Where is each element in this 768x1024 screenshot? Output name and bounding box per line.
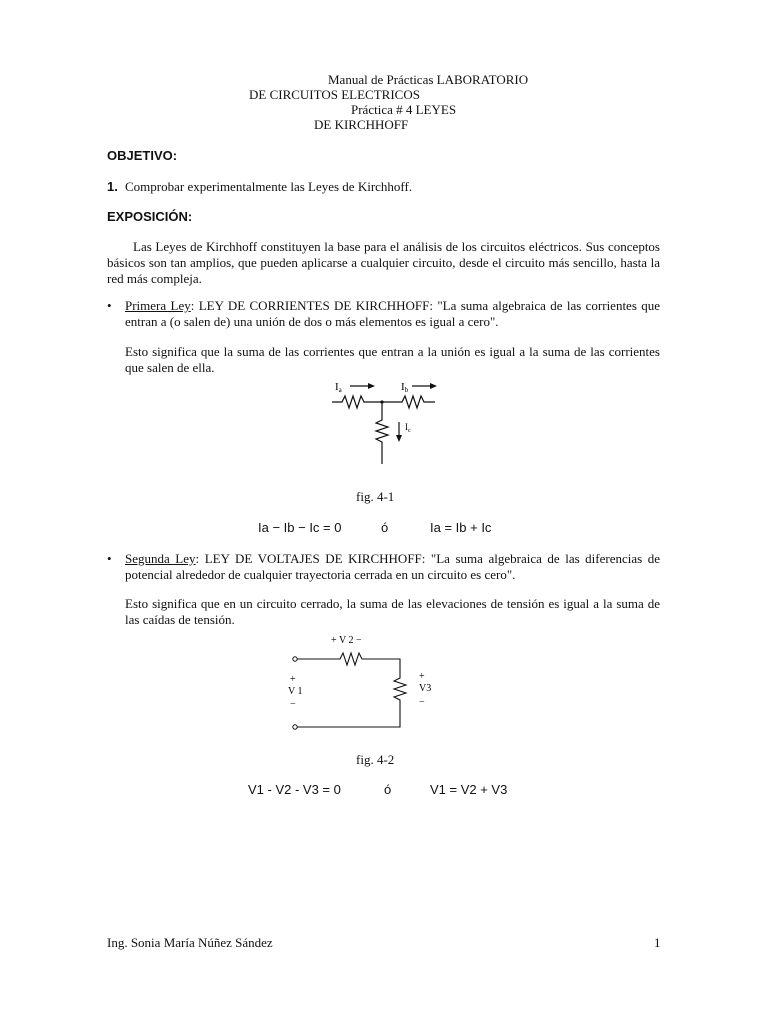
footer-page-number: 1	[654, 935, 661, 950]
arrow-c-icon	[396, 435, 402, 442]
label-ib: Ib	[401, 381, 409, 394]
ley2-text: LEY DE VOLTAJES DE KIRCHHOFF: "La suma algebraica de las diferencias de potencial alrededor de cualquier trayectoria cerrada en un circuito es cero".	[125, 551, 661, 582]
objetivo-text: Comprobar experimentalmente las Leyes de Kirchhoff.	[125, 179, 413, 194]
label-v1-plus: +	[290, 674, 296, 685]
ley2-equation-left: V1 - V2 - V3 = 0	[248, 782, 341, 797]
ley1-text: LEY DE CORRIENTES DE KIRCHHOFF: "La suma algebraica de las corrientes que entran a (o salen de) una unión de dos o más elementos es igual a cero".	[125, 298, 661, 329]
ley1-colon: :	[190, 298, 195, 313]
ley1-bullet: •	[107, 298, 112, 313]
objetivo-heading: OBJETIVO:	[107, 148, 178, 163]
ley2-equation-or: ó	[384, 782, 392, 797]
loop-wire	[297, 653, 406, 727]
label-ia: Ia	[335, 381, 342, 394]
resistor-b	[382, 396, 435, 408]
ley1-equation-left: Ia − Ib − Ic = 0	[258, 520, 342, 535]
label-v2: + V 2 −	[331, 635, 362, 646]
header-line-3: Práctica # 4 LEYES	[351, 102, 457, 117]
label-v3-plus: +	[419, 671, 425, 682]
header-line-1: Manual de Prácticas LABORATORIO	[328, 72, 529, 87]
ley2-equation-right: V1 = V2 + V3	[430, 782, 508, 797]
fig-4-2-caption: fig. 4-2	[356, 752, 395, 767]
resistor-c	[376, 402, 388, 464]
header-line-2: DE CIRCUITOS ELECTRICOS	[249, 87, 420, 102]
ley2-paragraph	[125, 551, 660, 583]
label-v1-minus: −	[290, 699, 296, 710]
arrow-a-icon	[368, 383, 375, 389]
terminal-top	[293, 657, 297, 661]
ley2-bullet: •	[107, 551, 112, 566]
ley1-paragraph	[125, 298, 660, 330]
ley1-explanation: Esto significa que la suma de las corrientes que entran a la unión es igual a la suma de las corrientes que salen de ella.	[125, 344, 660, 375]
fig-4-1-caption: fig. 4-1	[356, 489, 395, 504]
ley2-explanation: Esto significa que en un circuito cerrado, la suma de las elevaciones de tensión es igual a la suma de las caídas de tensión.	[125, 596, 660, 627]
objetivo-number: 1.	[107, 179, 118, 194]
figure-4-1-circuit	[320, 372, 450, 472]
label-v1: V 1	[288, 686, 303, 697]
terminal-bottom	[293, 725, 297, 729]
label-v3: V3	[419, 683, 432, 694]
footer-author: Ing. Sonia María Núñez Sández	[107, 935, 273, 950]
ley2-label: Segunda Ley	[125, 551, 196, 566]
ley1-label: Primera Ley	[125, 298, 191, 313]
resistor-a	[332, 396, 382, 408]
ley1-equation-right: Ia = Ib + Ic	[430, 520, 492, 535]
label-v3-minus: −	[419, 697, 425, 708]
figure-4-2-circuit	[280, 628, 440, 738]
label-ic: $I_c$	[405, 422, 411, 434]
header-line-4: DE KIRCHHOFF	[314, 117, 409, 132]
ley2-colon: :	[195, 551, 200, 566]
arrow-b-icon	[430, 383, 437, 389]
ley1-equation-or: ó	[381, 520, 389, 535]
exposicion-intro: Las Leyes de Kirchhoff constituyen la base para el análisis de los circuitos eléctricos. Sus conceptos básicos son tan amplios, que pueden aplicarse a cualquier circuito, desde el circuito más sencillo, hasta la red más compleja.	[107, 239, 660, 286]
exposicion-heading: EXPOSICIÓN:	[107, 209, 193, 224]
